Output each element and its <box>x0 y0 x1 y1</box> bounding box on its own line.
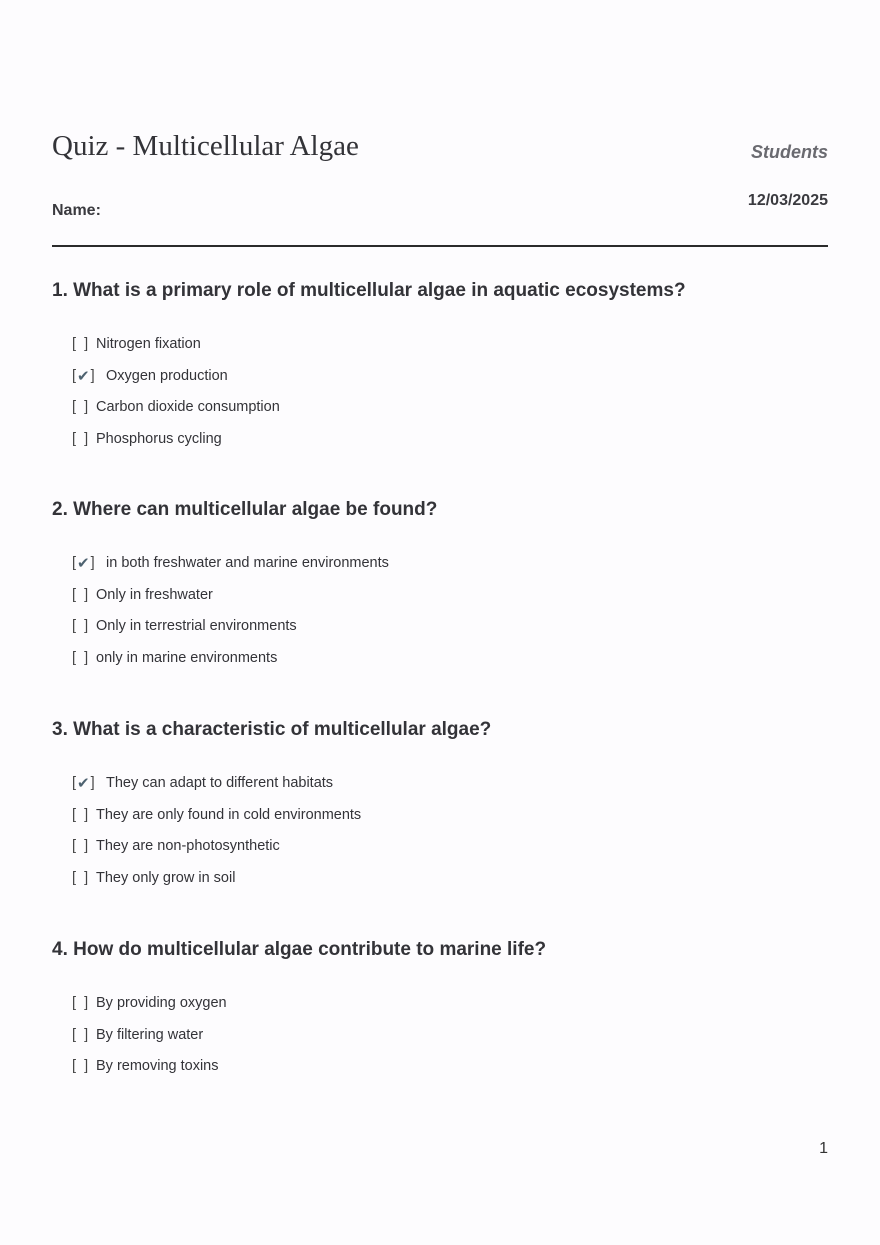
option-item[interactable] <box>72 1050 828 1082</box>
option-item[interactable] <box>72 391 828 423</box>
option-item[interactable] <box>72 862 828 894</box>
option-label: Carbon dioxide consumption <box>96 399 280 416</box>
option-item[interactable] <box>72 610 828 642</box>
option-label: Phosphorus cycling <box>96 430 222 447</box>
option-item[interactable] <box>72 642 828 674</box>
option-label: Only in freshwater <box>96 586 213 603</box>
quiz-date: 12/03/2025 <box>747 192 828 209</box>
option-item[interactable] <box>72 987 828 1019</box>
option-label: They are only found in cold environments <box>96 806 362 823</box>
name-label: Name: <box>52 202 101 219</box>
option-label: By filtering water <box>96 1026 204 1043</box>
question-2 <box>52 498 828 674</box>
option-item[interactable] <box>72 767 828 799</box>
option-item[interactable] <box>72 1019 828 1051</box>
question-4 <box>52 938 828 1082</box>
question-text: 4. How do multicellular algae contribute to marine life? <box>52 939 547 960</box>
checkmark-icon: ✔ <box>77 774 90 792</box>
question-1 <box>52 279 828 455</box>
checkbox-empty[interactable]: [ ] <box>72 869 89 886</box>
question-text: 3. What is a characteristic of multicellular algae? <box>52 719 492 740</box>
checkbox-empty[interactable]: [ ] <box>72 586 89 603</box>
option-item[interactable] <box>72 799 828 831</box>
checkbox-checked[interactable]: [ ✔ ] <box>72 774 95 792</box>
checkbox-empty[interactable]: [ ] <box>72 994 89 1011</box>
question-text: 2. Where can multicellular algae be found? <box>52 499 438 520</box>
page-number: 1 <box>819 1140 828 1157</box>
checkbox-empty[interactable]: [ ] <box>72 335 89 352</box>
checkbox-empty[interactable]: [ ] <box>72 1026 89 1043</box>
option-label: Oxygen production <box>106 367 228 384</box>
audience-label: Students <box>750 142 828 162</box>
header-divider <box>52 245 828 247</box>
option-label: By removing toxins <box>96 1058 219 1075</box>
option-label: They are non-photosynthetic <box>96 838 280 855</box>
option-label: By providing oxygen <box>96 994 227 1011</box>
option-label: They can adapt to different habitats <box>106 774 334 791</box>
option-label: They only grow in soil <box>96 869 236 886</box>
option-item[interactable] <box>72 579 828 611</box>
option-item[interactable] <box>72 830 828 862</box>
option-label: in both freshwater and marine environments <box>106 554 389 571</box>
option-list <box>72 767 828 894</box>
checkbox-checked[interactable]: [ ✔ ] <box>72 367 95 385</box>
page-title: Quiz - Multicellular Algae <box>52 130 359 162</box>
option-list <box>72 547 828 674</box>
question-text: 1. What is a primary role of multicellular algae in aquatic ecosystems? <box>52 280 686 301</box>
checkmark-icon: ✔ <box>77 554 90 572</box>
option-list <box>72 987 828 1082</box>
question-3 <box>52 718 828 894</box>
checkmark-icon: ✔ <box>77 367 90 385</box>
option-item[interactable] <box>72 423 828 455</box>
checkbox-empty[interactable]: [ ] <box>72 1058 89 1075</box>
checkbox-checked[interactable]: [ ✔ ] <box>72 554 95 572</box>
option-item[interactable] <box>72 360 828 392</box>
option-label: Only in terrestrial environments <box>96 618 297 635</box>
checkbox-empty[interactable]: [ ] <box>72 399 89 416</box>
option-list <box>72 328 828 455</box>
checkbox-empty[interactable]: [ ] <box>72 618 89 635</box>
option-item[interactable] <box>72 547 828 579</box>
option-label: only in marine environments <box>96 649 278 666</box>
option-label: Nitrogen fixation <box>96 335 201 352</box>
checkbox-empty[interactable]: [ ] <box>72 649 89 666</box>
checkbox-empty[interactable]: [ ] <box>72 838 89 855</box>
option-item[interactable] <box>72 328 828 360</box>
checkbox-empty[interactable]: [ ] <box>72 430 89 447</box>
checkbox-empty[interactable]: [ ] <box>72 806 89 823</box>
